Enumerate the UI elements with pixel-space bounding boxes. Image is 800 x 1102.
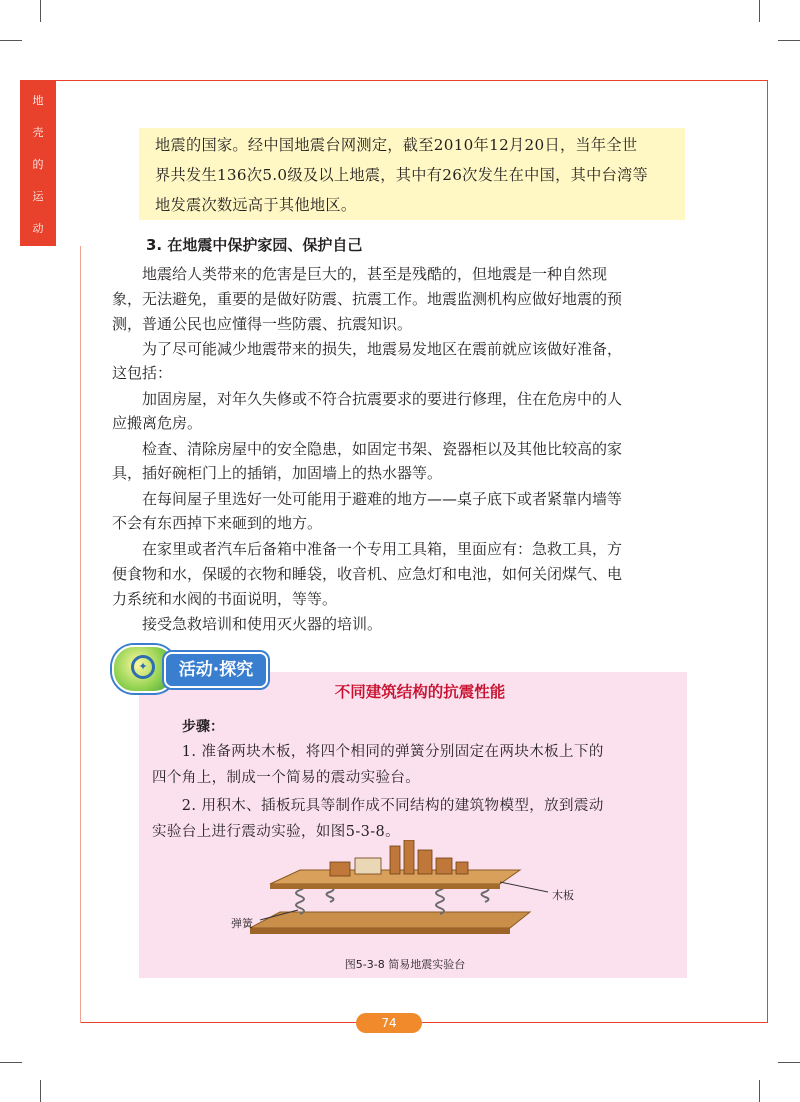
- steps-label: 步骤：: [182, 719, 224, 735]
- body-line: 便食物和水，保暖的衣物和睡袋，收音机、应急灯和电池，如何关闭煤气、电: [112, 565, 623, 583]
- body-line: 接受急救培训和使用灭火器的培训。: [112, 615, 383, 633]
- section-heading: 3. 在地震中保护家园、保护自己: [146, 236, 363, 254]
- body-line: 测，普通公民也应懂得一些防震、抗震知识。: [112, 315, 413, 333]
- crop-mark: [40, 1080, 41, 1102]
- frame-top-line: [56, 80, 768, 81]
- body-line: 加固房屋，对年久失修或不符合抗震要求的要进行修理，住在危房中的人: [112, 390, 623, 408]
- frame-left-line: [80, 246, 81, 1023]
- chapter-sidebar: [20, 80, 56, 246]
- body-line: 力系统和水阀的书面说明，等等。: [112, 590, 338, 608]
- sidebar-char: 动: [32, 222, 44, 235]
- activity-title: 不同建筑结构的抗震性能: [334, 683, 506, 701]
- body-line: 地震给人类带来的危害是巨大的，甚至是残酷的，但地震是一种自然现: [112, 265, 608, 283]
- reading-note-box: [139, 128, 685, 220]
- note-line: 地震的国家。经中国地震台网测定，截至2010年12月20日，当年全世: [155, 136, 638, 154]
- crop-mark: [0, 40, 22, 41]
- sidebar-char: 运: [32, 190, 44, 203]
- body-line: 不会有东西掉下来砸到的地方。: [112, 514, 323, 532]
- body-line: 这包括：: [112, 364, 173, 382]
- figure-caption: 图5-3-8 简易地震实验台: [344, 958, 466, 971]
- crop-mark: [759, 1080, 760, 1102]
- page-number: 74: [356, 1013, 422, 1033]
- activity-line: 1. 准备两块木板，将四个相同的弹簧分别固定在两块木板上下的: [152, 744, 604, 760]
- activity-line: 2. 用积木、插板玩具等制作成不同结构的建筑物模型，放到震动: [152, 798, 604, 814]
- body-line: 具，插好碗柜门上的插销，加固墙上的热水器等。: [112, 464, 443, 482]
- shaking-table-figure: [230, 840, 570, 950]
- frame-right-line: [767, 80, 768, 1023]
- body-line: 在家里或者汽车后备箱中准备一个专用工具箱，里面应有：急救工具，方: [112, 540, 623, 558]
- body-line: 应搬离危房。: [112, 414, 203, 432]
- crop-mark: [759, 0, 760, 22]
- crop-mark: [778, 40, 800, 41]
- body-line: 在每间屋子里选好一处可能用于避难的地方——桌子底下或者紧靠内墙等: [112, 490, 623, 508]
- body-line: 象，无法避免，重要的是做好防震、抗震工作。地震监测机构应做好地震的预: [112, 290, 623, 308]
- crop-mark: [40, 0, 41, 22]
- body-line: 检查、清除房屋中的安全隐患，如固定书架、瓷器柜以及其他比较高的家: [112, 440, 623, 458]
- frame-bottom-line: [80, 1022, 768, 1023]
- board-label: 木板: [552, 889, 574, 902]
- sidebar-char: 的: [32, 158, 44, 171]
- body-line: 为了尽可能减少地震带来的损失，地震易发地区在震前就应该做好准备，: [112, 340, 623, 358]
- sidebar-char: 壳: [32, 126, 44, 139]
- spring-label: 弹簧: [231, 917, 253, 930]
- activity-line: 四个角上，制成一个简易的震动实验台。: [152, 770, 421, 786]
- activity-tag: 活动·探究: [164, 652, 268, 688]
- note-line: 地发震次数远高于其他地区。: [155, 196, 357, 214]
- crop-mark: [0, 1062, 22, 1063]
- note-line: 界共发生136次5.0级及以上地震，其中有26次发生在中国，其中台湾等: [155, 166, 649, 184]
- crop-mark: [778, 1062, 800, 1063]
- compass-icon: ✦: [131, 655, 155, 679]
- sidebar-char: 地: [32, 94, 44, 107]
- activity-line: 实验台上进行震动实验，如图5-3-8。: [152, 824, 401, 840]
